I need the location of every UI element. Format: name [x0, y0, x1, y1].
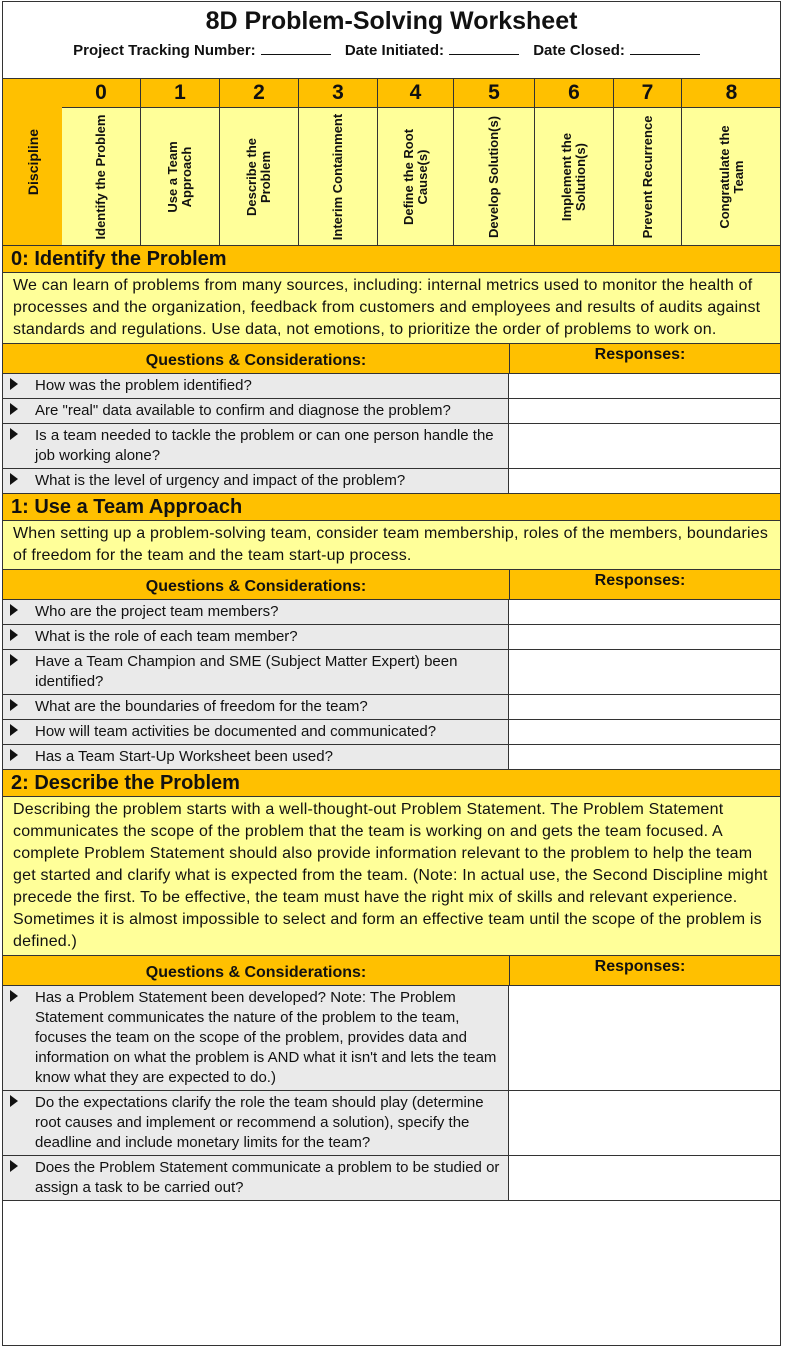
- discipline-number: 3: [299, 79, 377, 108]
- table-row: [3, 986, 780, 1091]
- discipline-col-5: [454, 79, 535, 245]
- question-text: How will team activities be documented and communicated?: [35, 723, 437, 740]
- discipline-name: Define the Root Cause(s): [400, 128, 430, 225]
- bullet-arrow-icon: [10, 1160, 18, 1172]
- response-cell[interactable]: [509, 745, 780, 769]
- question-text: Does the Problem Statement communicate a problem to be studied or assign a task to be carried out?: [35, 1159, 500, 1196]
- discipline-name: Develop Solution(s): [486, 115, 501, 238]
- response-cell[interactable]: [509, 469, 780, 493]
- bullet-arrow-icon: [10, 749, 18, 761]
- discipline-col-3: [299, 79, 378, 245]
- question-text: Has a Team Start-Up Worksheet been used?: [35, 748, 333, 765]
- discipline-col-8: [682, 79, 781, 245]
- initiated-field[interactable]: [449, 41, 519, 55]
- bullet-arrow-icon: [10, 990, 18, 1002]
- questions-header: [3, 956, 780, 986]
- discipline-col-0: [62, 79, 141, 245]
- bullet-arrow-icon: [10, 699, 18, 711]
- question-text: Has a Problem Statement been developed? Note: The Problem Statement communicates the nature of the problem to the team, focuses the team on the scope of the problem, provides data and information on what the problem is AND what it isn't and lets the team know what they are expected to do.): [35, 989, 497, 1086]
- worksheet: [2, 1, 781, 1346]
- worksheet-header: [3, 2, 780, 79]
- table-row: [3, 1091, 780, 1156]
- response-cell[interactable]: [509, 625, 780, 649]
- discipline-col-2: [220, 79, 299, 245]
- discipline-number: 4: [378, 79, 453, 108]
- questions-header: [3, 570, 780, 600]
- response-cell[interactable]: [509, 986, 780, 1090]
- response-cell[interactable]: [509, 374, 780, 398]
- discipline-col-7: [614, 79, 682, 245]
- bullet-arrow-icon: [10, 428, 18, 440]
- responses-label: Responses:: [594, 572, 686, 589]
- responses-label: Responses:: [594, 346, 686, 363]
- table-row: [3, 625, 780, 650]
- responses-label: Responses:: [594, 958, 686, 975]
- tracking-label: Project Tracking Number:: [73, 42, 256, 59]
- bullet-arrow-icon: [10, 724, 18, 736]
- table-row: [3, 650, 780, 695]
- response-cell[interactable]: [509, 720, 780, 744]
- response-cell[interactable]: [509, 1091, 780, 1155]
- discipline-col-4: [378, 79, 454, 245]
- discipline-name: Describe the Problem: [244, 137, 273, 216]
- discipline-grid: [3, 79, 780, 246]
- section-heading: 0: Identify the Problem: [3, 246, 780, 273]
- section-heading: 2: Describe the Problem: [3, 770, 780, 797]
- closed-label: Date Closed:: [533, 42, 625, 59]
- discipline-name: Identify the Problem: [93, 114, 108, 239]
- response-cell[interactable]: [509, 600, 780, 624]
- discipline-name: Prevent Recurrence: [639, 115, 655, 238]
- table-row: [3, 374, 780, 399]
- discipline-name: Interim Containment: [330, 113, 345, 240]
- response-cell[interactable]: [509, 1156, 780, 1200]
- meta-line: [3, 41, 780, 59]
- page-title: 8D Problem-Solving Worksheet: [205, 7, 578, 35]
- question-text: Who are the project team members?: [35, 603, 279, 620]
- response-cell[interactable]: [509, 650, 780, 694]
- tracking-field[interactable]: [261, 41, 331, 55]
- initiated-label: Date Initiated:: [344, 42, 445, 59]
- discipline-name: Implement the Solution(s): [559, 132, 588, 221]
- table-row: [3, 399, 780, 424]
- questions-header: [3, 344, 780, 374]
- question-text: What are the boundaries of freedom for the team?: [35, 698, 368, 715]
- discipline-number: 0: [62, 79, 140, 108]
- bullet-arrow-icon: [10, 403, 18, 415]
- questions-label: Questions & Considerations:: [3, 570, 510, 599]
- response-cell[interactable]: [509, 424, 780, 468]
- section-heading: 1: Use a Team Approach: [3, 494, 780, 521]
- section-description: When setting up a problem-solving team, consider team membership, roles of the members, boundaries of freedom for the team and the team start-up process.: [3, 521, 780, 570]
- discipline-number: 7: [614, 79, 681, 108]
- question-text: What is the level of urgency and impact of the problem?: [35, 472, 406, 489]
- bullet-arrow-icon: [10, 654, 18, 666]
- question-text: Have a Team Champion and SME (Subject Matter Expert) been identified?: [35, 653, 458, 690]
- discipline-number: 2: [220, 79, 298, 108]
- response-cell[interactable]: [509, 399, 780, 423]
- question-text: How was the problem identified?: [35, 377, 252, 394]
- table-row: [3, 424, 780, 469]
- question-text: Do the expectations clarify the role the team should play (determine root causes and implement or recommend a solution), specify the deadline and include monetary limits for the team?: [35, 1094, 484, 1151]
- discipline-label: Discipline: [24, 128, 41, 196]
- discipline-header: [3, 79, 63, 245]
- discipline-number: 1: [141, 79, 219, 108]
- questions-label: Questions & Considerations:: [3, 956, 510, 985]
- questions-label: Questions & Considerations:: [3, 344, 510, 373]
- closed-field[interactable]: [630, 41, 700, 55]
- bullet-arrow-icon: [10, 473, 18, 485]
- section-description: We can learn of problems from many sources, including: internal metrics used to monitor the health of processes and the organization, feedback from customers and employees and results of audits against standards and regulations. Use data, not emotions, to prioritize the order of problems to work on.: [3, 273, 780, 344]
- table-row: [3, 600, 780, 625]
- discipline-number: 6: [535, 79, 613, 108]
- discipline-name: Use a Team Approach: [165, 140, 194, 213]
- section-description: Describing the problem starts with a well-thought-out Problem Statement. The Problem Statement communicates the scope of the problem that the team is working on and gets the team focused. A complete Problem Statement should also provide information relevant to the problem to help the team get started and clarify what is expected from the team. (Note: In actual use, the Second Discipline might precede the first. To be effective, the team must have the right mix of skills and relevant experience. Sometimes it is almost impossible to select and form an effective team until the scope of the problem is defined.): [3, 797, 780, 956]
- bullet-arrow-icon: [10, 1095, 18, 1107]
- question-text: Are "real" data available to confirm and diagnose the problem?: [35, 402, 451, 419]
- discipline-name: Congratulate the Team: [716, 124, 746, 229]
- question-text: What is the role of each team member?: [35, 628, 298, 645]
- response-cell[interactable]: [509, 695, 780, 719]
- bullet-arrow-icon: [10, 629, 18, 641]
- question-text: Is a team needed to tackle the problem or can one person handle the job working alone?: [35, 427, 494, 464]
- table-row: [3, 469, 780, 494]
- table-row: [3, 720, 780, 745]
- table-row: [3, 1156, 780, 1201]
- discipline-number: 5: [454, 79, 534, 108]
- discipline-col-6: [535, 79, 614, 245]
- discipline-number: 8: [682, 79, 781, 108]
- table-row: [3, 745, 780, 770]
- table-row: [3, 695, 780, 720]
- bullet-arrow-icon: [10, 604, 18, 616]
- bullet-arrow-icon: [10, 378, 18, 390]
- discipline-col-1: [141, 79, 220, 245]
